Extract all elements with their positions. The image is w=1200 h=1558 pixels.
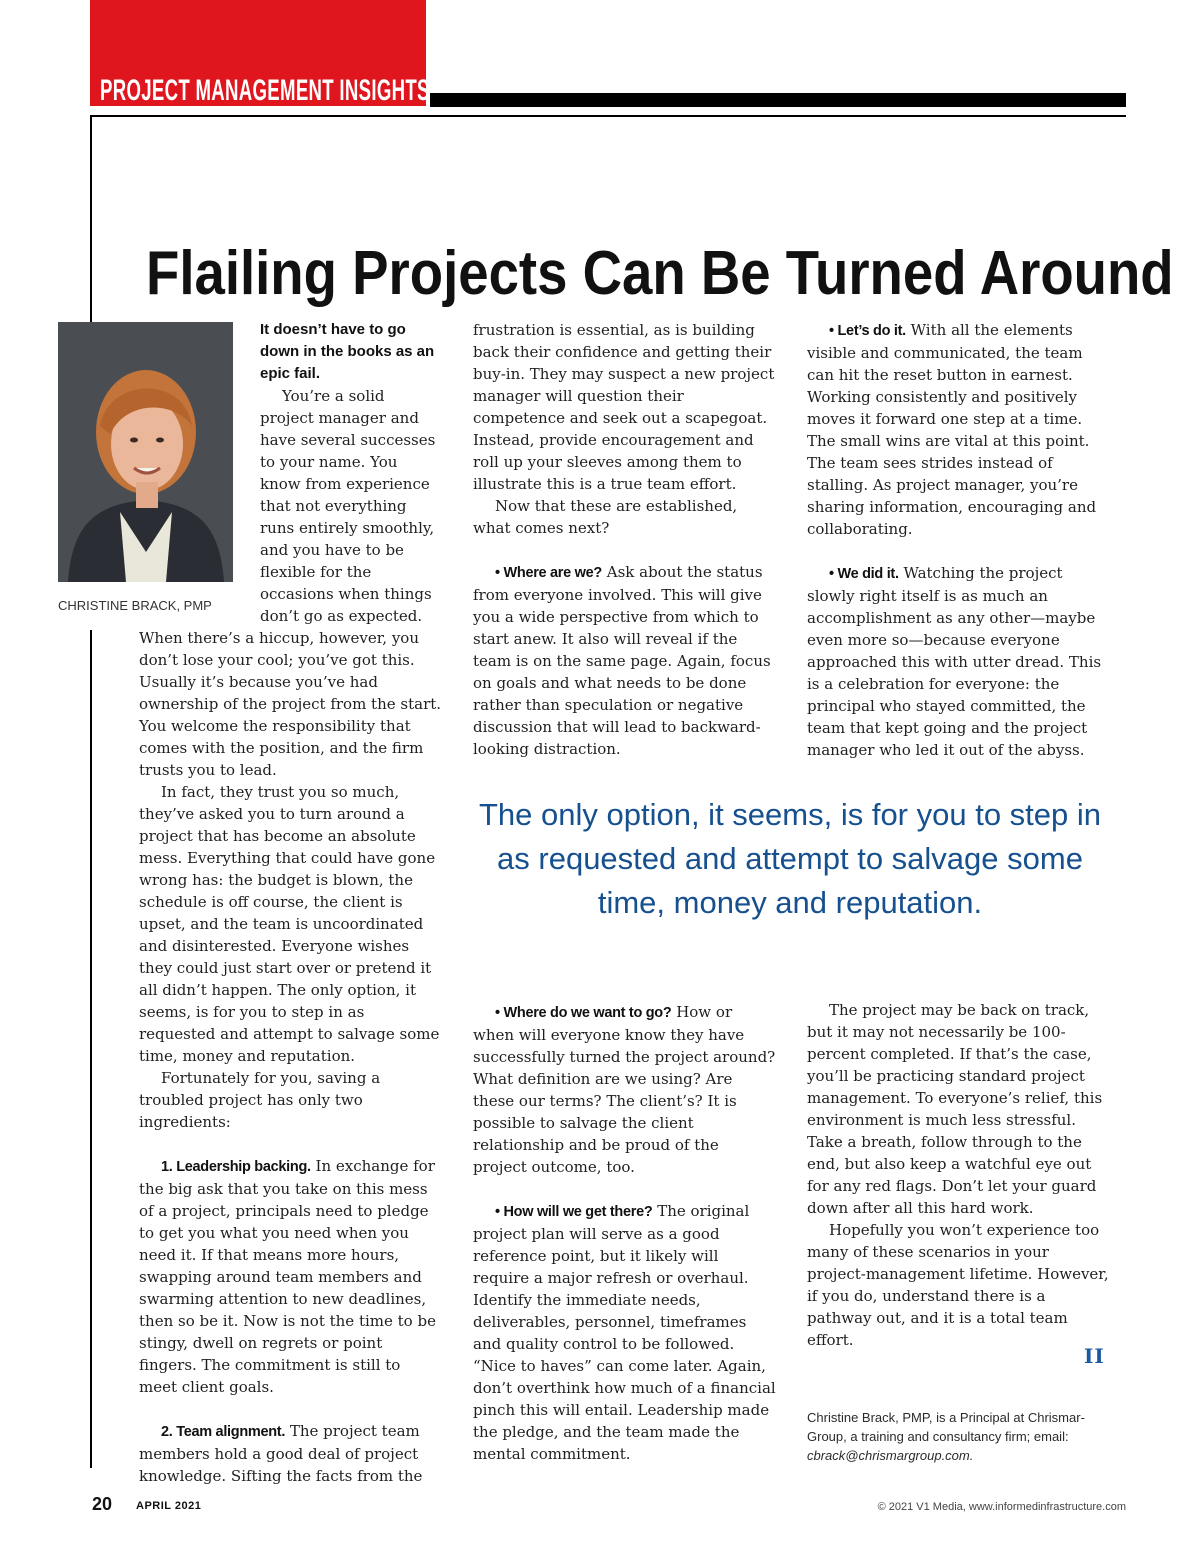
step-lets-do-it xyxy=(807,319,1111,540)
step-where-do-we-want-to-go xyxy=(473,1001,777,1178)
intro-column xyxy=(260,319,440,627)
issue-date: APRIL 2021 xyxy=(136,1500,202,1512)
step-text: Ask about the status from everyone involved. This will give you a wide perspective from which to start anew. It also will reveal if the team is on the same page. Again, focus on goals and what needs to be done rather than speculation or negative discussion that will lead to backward-looking distraction. xyxy=(473,563,771,758)
ingredient-1-heading: 1. Leadership backing. xyxy=(161,1159,311,1175)
paragraph: Hopefully you won’t experience too many of these scenarios in your project-management lifetime. However, if you do, understand there is a pathway out, and it is a total team effort. xyxy=(807,1221,1109,1349)
step-heading: • Where are we? xyxy=(495,565,602,581)
paragraph: The project may be back on track, but it may not necessarily be 100-percent completed. If that’s the case, you’ll be practicing standard project management. To everyone’s relief, this environment is much less stressful. Take a breath, follow through to the end, but also keep a watchful eye out for any red flags. Don’t let your guard down after all this hard work. xyxy=(807,1001,1103,1217)
step-where-are-we xyxy=(473,561,777,760)
paragraph: Fortunately for you, saving a troubled project has only two ingredients: xyxy=(139,1069,381,1131)
column-3-bottom xyxy=(807,999,1111,1351)
step-heading: • How will we get there? xyxy=(495,1204,653,1220)
step-heading: • We did it. xyxy=(829,566,899,582)
intro-paragraph: You’re a solid project manager and have several successes to your name. You know from experience that not everything runs entirely smoothly, and you have to be flexible for the occasions when things don’t go as expected. xyxy=(260,387,436,625)
pull-quote: The only option, it seems, is for you to step in as requested and attempt to salvage some time, money and reputation. xyxy=(478,797,1102,920)
frame-left-rule-lower xyxy=(90,630,92,1468)
column-1 xyxy=(139,627,443,1487)
paragraph: In fact, they trust you so much, they’ve asked you to turn around a project that has become an absolute mess. Everything that could have gone wrong has: the budget is blown, the schedule is off course, the client is upset, and the team is uncoordinated and disinterested. Everyone wishes they could just start over or pretend it all didn’t happen. The only option, it seems, is for you to step in as requested and attempt to salvage some time, money and reputation. xyxy=(139,783,440,1065)
frame-top-rule xyxy=(90,115,1126,117)
ingredient-1-text: In exchange for the big ask that you take on this mess of a project, principals need to pledge to get you what you need when you need it. If that means more hours, swapping around team members and swarming attention to new deadlines, then so be it. Now is not the time to be stingy, dwell on regrets or point fingers. The commitment is still to meet client goals. xyxy=(139,1157,436,1396)
step-text: The original project plan will serve as a good reference point, but it likely will require a major refresh or overhaul. Identify the immediate needs, deliverables, personnel, timeframes and quality control to be followed. “Nice to haves” can come later. Again, don’t overthink how much of a financial pinch this will entail. Leadership made the pledge, and the team made the mental commitment. xyxy=(473,1202,776,1463)
ingredient-2 xyxy=(139,1420,443,1487)
ingredient-1 xyxy=(139,1155,443,1398)
step-text: How or when will everyone know they have successfully turned the project around? What definition are we using? Are these our terms? The client’s? It is possible to salvage the client relationship and be proud of the project outcome, too. xyxy=(473,1003,776,1176)
page-number: 20 xyxy=(92,1494,113,1514)
paragraph: Now that these are established, what comes next? xyxy=(473,497,738,537)
frame-left-rule xyxy=(90,115,92,322)
copyright-notice: © 2021 V1 Media, www.informedinfrastructure.com xyxy=(877,1501,1126,1513)
header-rule xyxy=(430,93,1126,107)
article-title: Flailing Projects Can Be Turned Around xyxy=(146,238,1174,308)
step-text: With all the elements visible and communicated, the team can hit the reset button in earnest. Working consistently and positively moves it forward one step at a time. The small wins are vital at this point. The team sees strides instead of stalling. As project manager, you’re sharing information, encouraging and collaborating. xyxy=(807,321,1097,538)
column-2-bottom xyxy=(473,1001,777,1465)
step-heading: • Let’s do it. xyxy=(829,323,906,339)
end-mark-icon: II xyxy=(1084,1344,1105,1368)
paragraph: When there’s a hiccup, however, you don’t lose your cool; you’ve got this. Usually it’s because you’ve had ownership of the project from the start. You welcome the responsibility that comes with the position, and the firm trusts you to lead. xyxy=(139,629,442,779)
photo-caption: CHRISTINE BRACK, PMP xyxy=(58,598,212,613)
ingredient-2-heading: 2. Team alignment. xyxy=(161,1424,286,1440)
step-heading: • Where do we want to go? xyxy=(495,1005,672,1021)
article-deck: It doesn’t have to go down in the books as an epic fail. xyxy=(260,321,435,382)
step-we-did-it xyxy=(807,562,1111,761)
ingredient-2-text: The project team members hold a good deal of project knowledge. Sifting the facts from the xyxy=(139,1422,423,1485)
author-photo xyxy=(58,322,233,582)
column-3-top xyxy=(807,319,1111,761)
step-text: Watching the project slowly right itself is as much an accomplishment as any other—maybe even more so—because everyone approached this with utter dread. This is a celebration for everyone: the principal who stayed committed, the team that kept going and the project manager who led it out of the abyss. xyxy=(807,564,1102,759)
paragraph: frustration is essential, as is building back their confidence and getting their buy-in. They may suspect a new project manager will question their competence and seek out a scapegoat. Instead, provide encouragement and roll up your sleeves among them to illustrate this is a true team effort. xyxy=(473,321,775,493)
bio-email-link[interactable]: cbrack@chrismargroup.com. xyxy=(807,1448,974,1463)
step-how-will-we-get-there xyxy=(473,1200,777,1465)
section-label: PROJECT MANAGEMENT INSIGHTS xyxy=(100,74,430,107)
bio-text: Christine Brack, PMP, is a Principal at Chrismar-Group, a training and consultancy firm; email: xyxy=(807,1410,1085,1444)
author-bio xyxy=(807,1408,1107,1465)
column-2-top xyxy=(473,319,777,760)
